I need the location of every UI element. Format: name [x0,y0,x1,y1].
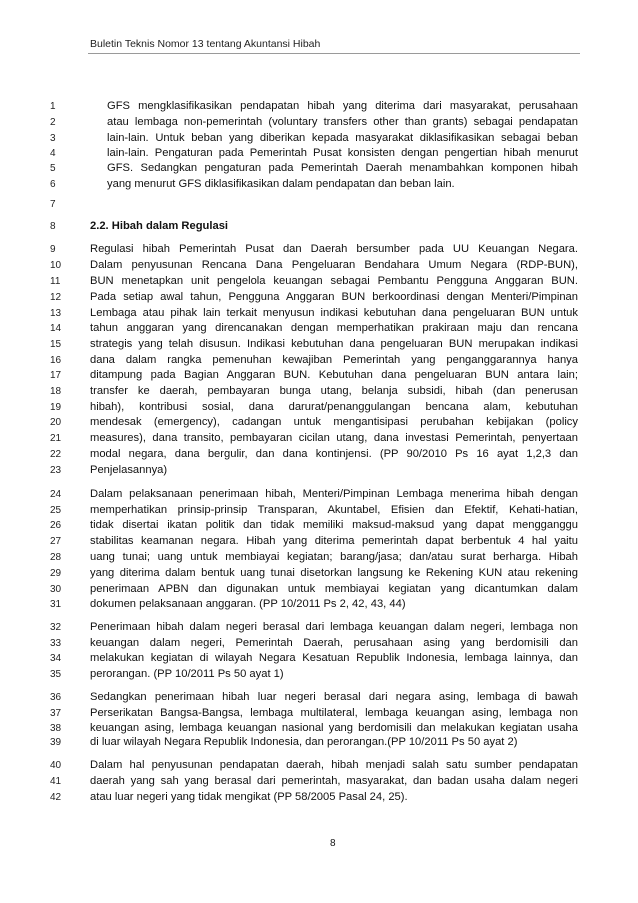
line-number: 20 [50,417,62,428]
text-line [0,368,638,383]
text-line [0,518,638,533]
line-number: 38 [50,723,62,734]
text-line [0,534,638,549]
line-number: 25 [50,505,62,516]
text-line [0,337,638,352]
line-number: 19 [50,402,62,413]
line-text: strategis yang telah disusun. Indikasi kebutuhan dana pengeluaran BUN merupakan indikasi [90,338,578,350]
line-text: penerimaan APBN dan digunakan untuk membiayai kegiatan yang dicantumkan dalam [90,583,578,595]
text-line [0,242,638,257]
line-text: Perserikatan Bangsa-Bangsa, lembaga multilateral, lembaga keuangan asing, lembaga non [90,707,578,719]
line-number: 27 [50,536,62,547]
line-text: ditampung pada Bagian Anggaran BUN. Kebutuhan dana pengeluaran BUN antara lain; [90,369,578,381]
line-number: 12 [50,292,62,303]
text-line [0,550,638,565]
line-number: 13 [50,308,62,319]
text-line [0,115,638,130]
text-line [0,566,638,581]
line-text: Dalam pelaksanaan penerimaan hibah, Menteri/Pimpinan Lembaga menerima hibah dengan [90,488,578,500]
line-text: Pada setiap awal tahun, Pengguna Anggaran BUN berkoordinasi dengan Menteri/Pimpinan [90,291,578,303]
text-line [0,597,638,612]
running-header: Buletin Teknis Nomor 13 tentang Akuntansi Hibah [90,38,321,50]
line-number: 7 [50,199,56,210]
line-number: 42 [50,792,62,803]
text-line [0,353,638,368]
text-line [0,400,638,415]
line-number: 3 [50,133,56,144]
text-line [0,706,638,721]
text-line [0,197,638,212]
text-line [0,99,638,114]
text-line [0,790,638,805]
line-text: di luar wilayah Negara Republik Indonesia, dan perorangan.(PP 10/2011 Ps 50 ayat 2) [90,736,518,748]
text-line [0,431,638,446]
text-line [0,582,638,597]
line-text: yang menurut GFS diklasifikasikan dalam pendapatan dan beban lain. [107,178,455,190]
line-text: Lembaga atau pihak lain terkait menyusun indikasi kebutuhan dana pengeluaran BUN untuk [90,307,578,319]
text-line [0,306,638,321]
line-number: 33 [50,638,62,649]
text-line [0,290,638,305]
line-text: atau luar negeri yang tidak mengikat (PP 58/2005 Pasal 24, 25). [90,791,408,803]
line-number: 32 [50,622,62,633]
line-number: 2 [50,117,56,128]
line-number: 1 [50,101,56,112]
line-number: 9 [50,244,56,255]
text-line [0,735,638,750]
line-text: Sedangkan penerimaan hibah luar negeri berasal dari negara asing, lembaga di bawah [90,691,578,703]
text-line [0,131,638,146]
line-number: 22 [50,449,62,460]
line-number: 4 [50,148,56,159]
text-line [0,758,638,773]
text-line [0,636,638,651]
line-text: stabilitas keamanan negara. Hibah yang diterima pemerintah dapat berbentuk 4 hal yaitu [90,535,578,547]
line-number: 21 [50,433,62,444]
line-text: modal negara, dana bergulir, dan dana kontinjensi. (PP 90/2010 Ps 16 ayat 1,2,3 dan [90,448,578,460]
line-text: perorangan. (PP 10/2011 Ps 50 ayat 1) [90,668,284,680]
line-text: atau lembaga non-pemerintah (voluntary transfers other than grants) sebagai pendapatan [107,116,578,128]
line-number: 37 [50,708,62,719]
line-number: 16 [50,355,62,366]
line-text: Penerimaan hibah dalam negeri berasal dari lembaga keuangan dalam negeri, lembaga non [90,621,578,633]
text-line [0,690,638,705]
line-text: transfer ke daerah, pembayaran bunga utang, belanja subsidi, hibah (dan penerusan [90,385,578,397]
section-heading [0,219,638,234]
line-text: uang tunai; uang untuk membiayai kegiatan; barang/jasa; dan/atau surat berharga. Hibah [90,551,578,563]
line-text: GFS. Sedangkan pengaturan pada Pemerintah Daerah menambahkan komponen hibah [107,162,578,174]
line-text: Regulasi hibah Pemerintah Pusat dan Daerah bersumber pada UU Keuangan Negara. [90,243,578,255]
line-number: 5 [50,163,56,174]
line-number: 10 [50,260,62,271]
text-line [0,415,638,430]
line-text: melakukan kegiatan di wilayah Negara Kesatuan Republik Indonesia, lembaga lainnya, dan [90,652,578,664]
text-line [0,774,638,789]
line-number: 34 [50,653,62,664]
line-text: tahun anggaran yang direncanakan dengan memperhatikan prakiraan maju dan rencana [90,322,578,334]
text-line [0,258,638,273]
line-text: Dalam penyusunan Rencana Dana Pengeluaran Bendahara Umum Negara (RDP-BUN), [90,259,578,271]
line-number: 18 [50,386,62,397]
text-line [0,146,638,161]
line-number: 35 [50,669,62,680]
line-number: 17 [50,370,62,381]
line-text: lain-lain. Untuk beban yang diberikan kepada masyarakat diklasifikasikan sebagai beban [107,132,578,144]
line-number: 11 [50,276,61,287]
text-line [0,503,638,518]
line-text: mendesak (emergency), cadangan untuk mengantisipasi perubahan kebijakan (policy [90,416,578,428]
line-text: keuangan asing, lembaga keuangan nasional yang berdomisili dan melakukan kegiatan usaha [90,722,578,734]
line-text: yang diterima dalam bentuk uang tunai disetorkan langsung ke Rekening KUN atau rekening [90,567,578,579]
line-text: tidak disertai ikatan politik dan tidak memiliki maksud-maksud yang dapat mengganggu [90,519,578,531]
line-text: BUN menetapkan unit pengelola keuangan sebagai Pembantu Pengguna Anggaran BUN. [90,275,578,287]
line-text: lain-lain. Pengaturan pada Pemerintah Pusat konsisten dengan pengertian hibah menurut [107,147,578,159]
line-text: hibah), kontribusi sosial, dana darurat/penanggulangan bencana alam, kebutuhan [90,401,578,413]
text-line [0,177,638,192]
line-number: 6 [50,179,56,190]
line-number: 30 [50,584,62,595]
text-line [0,447,638,462]
page-number: 8 [330,838,336,849]
line-number: 8 [50,221,56,232]
text-line [0,620,638,635]
line-number: 29 [50,568,62,579]
line-number: 14 [50,323,62,334]
text-line [0,463,638,478]
line-text: Dalam hal penyusunan pendapatan daerah, hibah menjadi salah satu sumber pendapatan [90,759,578,771]
line-number: 24 [50,489,62,500]
text-line [0,667,638,682]
text-line [0,721,638,736]
header-rule [88,53,580,54]
line-number: 36 [50,692,62,703]
line-number: 31 [50,599,62,610]
line-text: Penjelasannya) [90,464,168,476]
text-line [0,487,638,502]
line-number: 28 [50,552,62,563]
text-line [0,384,638,399]
line-text: memperhatikan prinsip-prinsip Transparan, Akuntabel, Efisien dan Efektif, Kehati-hatian, [90,504,578,516]
text-line [0,321,638,336]
line-number: 40 [50,760,62,771]
line-text: keuangan dalam negeri, Pemerintah Daerah, perusahaan asing yang berdomisili dan [90,637,578,649]
line-number: 23 [50,465,62,476]
line-text: daerah yang sah yang berasal dari pemerintah, masyarakat, dan badan usaha dalam negeri [90,775,578,787]
line-text: dana dalam rangka pemenuhan kewajiban Pemerintah yang penganggarannya hanya [90,354,578,366]
line-number: 26 [50,520,62,531]
text-line [0,274,638,289]
text-line [0,161,638,176]
line-number: 15 [50,339,62,350]
line-text: measures), dana transito, pembayaran cicilan utang, dana investasi Pemerintah, penyertaan [90,432,578,444]
text-line [0,651,638,666]
heading-text: 2.2. Hibah dalam Regulasi [90,220,229,232]
line-text: dokumen pelaksanaan anggaran. (PP 10/2011 Ps 2, 42, 43, 44) [90,598,406,610]
line-number: 41 [50,776,62,787]
line-number: 39 [50,737,62,748]
line-text: GFS mengklasifikasikan pendapatan hibah yang diterima dari masyarakat, perusahaan [107,100,578,112]
